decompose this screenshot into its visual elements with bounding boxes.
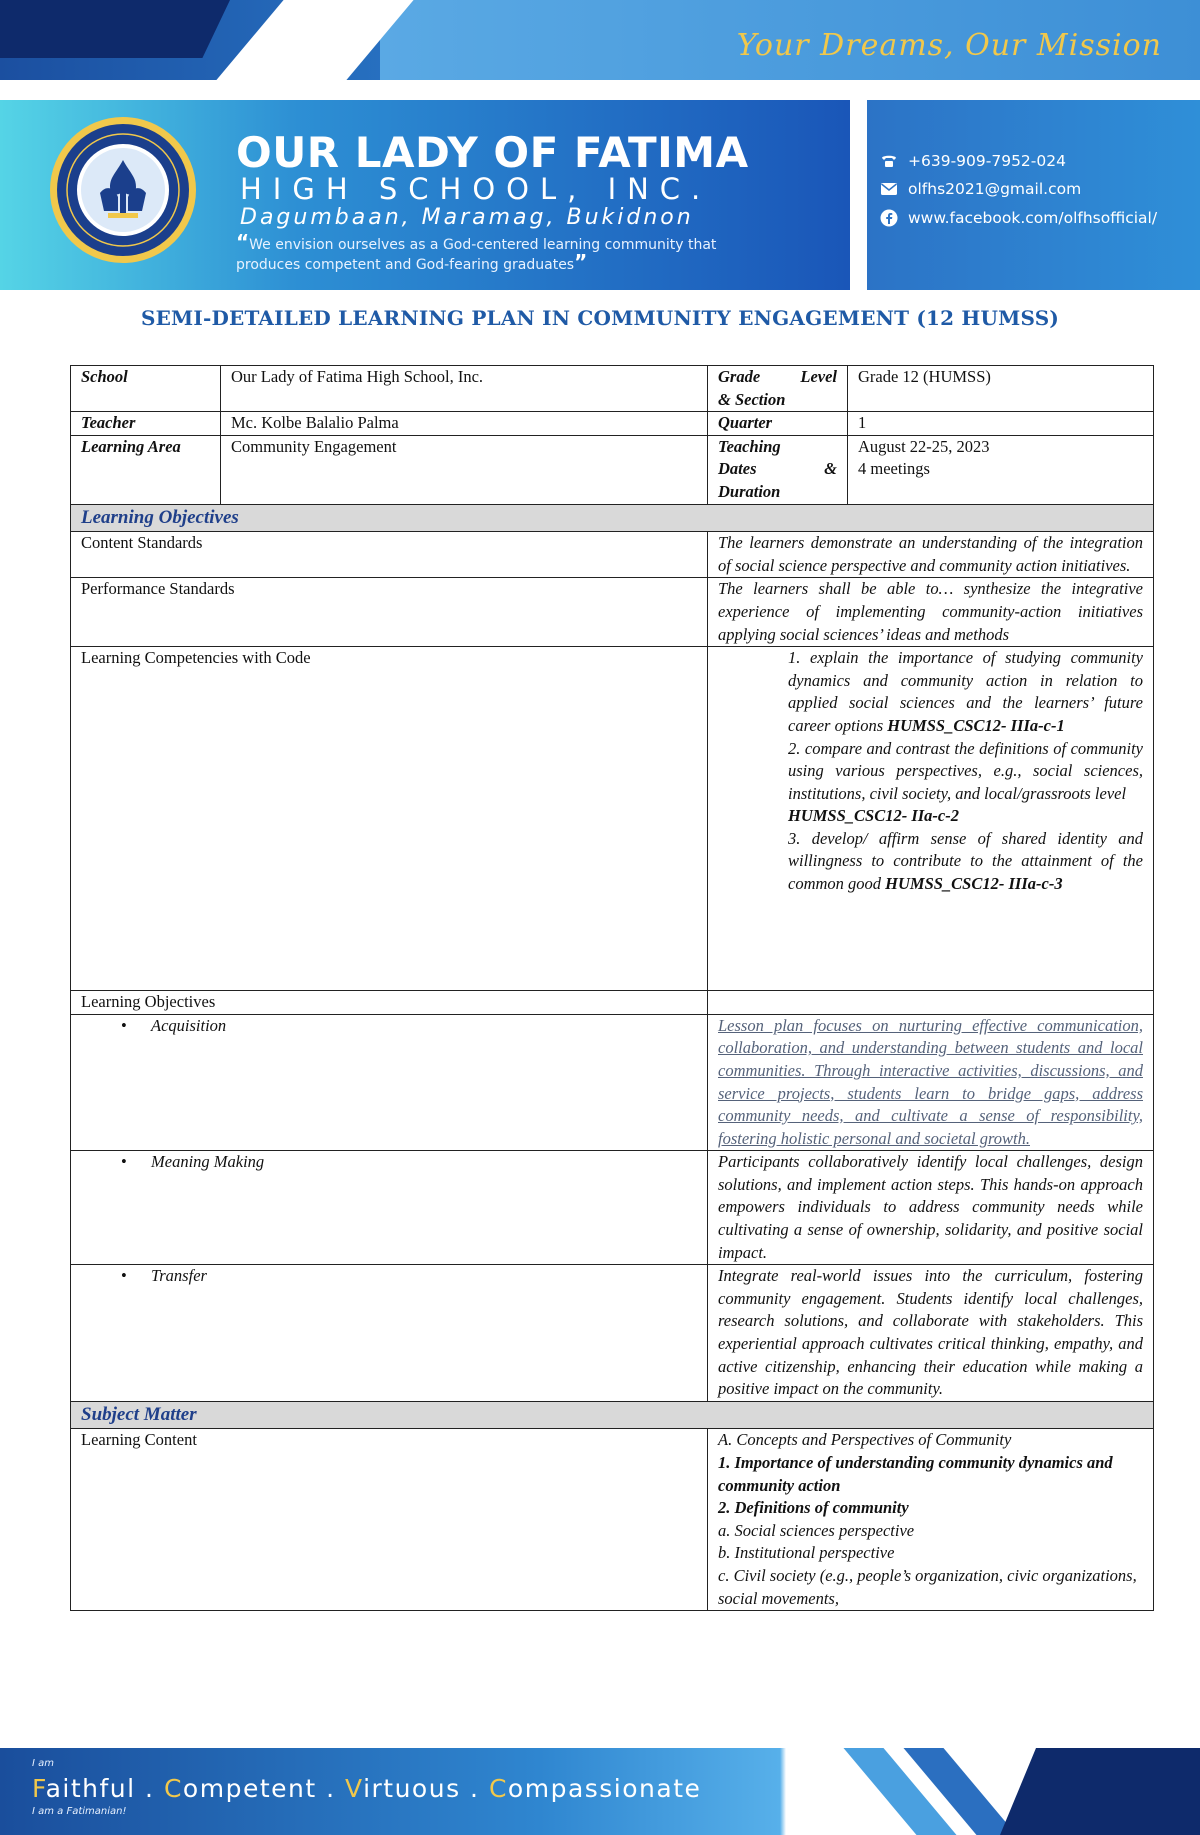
meaning-making-label: • Meaning Making — [71, 1151, 708, 1265]
school-value: Our Lady of Fatima High School, Inc. — [221, 366, 708, 412]
quarter-value: 1 — [848, 412, 1154, 436]
acquisition-label: • Acquisition — [71, 1014, 708, 1151]
school-label: School — [71, 366, 221, 412]
competency-item: 3. develop/ affirm sense of shared identity and willingness to contribute to the attainment of the common good HUMSS_CSC12- IIIa-c-3 — [788, 828, 1143, 894]
teaching-dates-label: Teaching Dates & Duration — [708, 435, 848, 504]
table-row — [71, 412, 1154, 436]
footer-virtues: Faithful . Competent . Virtuous . Compassionate — [32, 1774, 702, 1803]
teacher-value: Mc. Kolbe Balalio Palma — [221, 412, 708, 436]
table-row — [71, 578, 1154, 647]
top-banner-strip — [0, 0, 1200, 80]
contact-email[interactable]: olfhs2021@gmail.com — [880, 180, 1081, 198]
learning-objectives-value — [708, 991, 1154, 1015]
learning-content-value: A. Concepts and Perspectives of Community 1. Importance of understanding community dynamics and community action 2. Definitions of community a. Social sciences perspective b. Institutional perspective c. Civil society (e.g., people’s organization, civic organizations, social movements, — [708, 1429, 1154, 1611]
transfer-value: Integrate real-world issues into the curriculum, fostering community engagement. Students identify local challenges, research solutions, and collaborate with stakeholders. This experiential approach cultivates critical thinking, empathy, and active citizenship, enhancing their education while making a positive impact on the community. — [708, 1265, 1154, 1402]
competencies-label: Learning Competencies with Code — [71, 647, 708, 991]
learning-content-label: Learning Content — [71, 1429, 708, 1611]
learning-area-value: Community Engagement — [221, 435, 708, 504]
content-standards-value: The learners demonstrate an understanding of the integration of social science perspective and community action initiatives. — [708, 532, 1154, 578]
table-row — [71, 1014, 1154, 1151]
school-motto: Your Dreams, Our Mission — [736, 28, 1162, 63]
footer-i-am: I am — [32, 1758, 54, 1769]
contact-phone: +639-909-7952-024 — [880, 152, 1066, 170]
acquisition-value: Lesson plan focuses on nurturing effective communication, collaboration, and understanding between students and local communities. Through interactive activities, discussions, and service projects, students learn to bridge gaps, address community needs, and cultivate a sense of responsibility, fostering holistic personal and societal growth. — [708, 1014, 1154, 1151]
table-row — [71, 1265, 1154, 1402]
performance-standards-value: The learners shall be able to… synthesize the integrative experience of implementing community-action initiatives applying social sciences’ ideas and methods — [708, 578, 1154, 647]
close-quote-icon: ” — [574, 250, 588, 274]
footer-navy-block — [1000, 1748, 1200, 1835]
table-row — [71, 991, 1154, 1015]
quarter-label: Quarter — [708, 412, 848, 436]
school-seal-logo — [48, 115, 198, 265]
competency-item: 2. compare and contrast the definitions of community using various perspectives, e.g., social sciences, institutions, civil society, and local/grassroots level HUMSS_CSC12- IIa-c-2 — [788, 738, 1143, 826]
school-name-sub: HIGH SCHOOL, INC. — [240, 172, 712, 206]
subject-matter-header: Subject Matter — [71, 1401, 1154, 1429]
school-address: Dagumbaan, Maramag, Bukidnon — [240, 205, 694, 230]
facebook-icon — [880, 209, 898, 227]
table-row — [71, 647, 1154, 991]
learning-area-label: Learning Area — [71, 435, 221, 504]
learning-objectives-label: Learning Objectives — [71, 991, 708, 1015]
grade-section-label: Grade Level & Section — [708, 366, 848, 412]
competencies-value — [708, 647, 1154, 991]
table-row — [71, 1151, 1154, 1265]
learning-plan-table — [70, 365, 1154, 1611]
transfer-label: • Transfer — [71, 1265, 708, 1402]
table-row — [71, 435, 1154, 504]
banner-navy-block — [0, 0, 230, 58]
meaning-making-value: Participants collaboratively identify local challenges, design solutions, and implement action steps. This hands-on approach empowers individuals to address community needs while cultivating a sense of ownership, solidarity, and positive social impact. — [708, 1151, 1154, 1265]
table-row — [71, 366, 1154, 412]
open-quote-icon: “ — [236, 230, 250, 254]
school-name: OUR LADY OF FATIMA — [236, 128, 749, 177]
content-standards-label: Content Standards — [71, 532, 708, 578]
footer-tagline: I am a Fatimanian! — [32, 1806, 127, 1817]
learning-objectives-header: Learning Objectives — [71, 504, 1154, 532]
grade-section-value: Grade 12 (HUMSS) — [848, 366, 1154, 412]
teacher-label: Teacher — [71, 412, 221, 436]
phone-icon — [880, 152, 898, 170]
teaching-dates-value: August 22-25, 2023 4 meetings — [848, 435, 1154, 504]
competency-item: 1. explain the importance of studying community dynamics and community action in relation to applied social sciences and the learners’ future career options HUMSS_CSC12- IIIa-c-1 — [788, 648, 1143, 735]
footer-banner — [0, 1748, 1200, 1835]
contact-facebook[interactable]: www.facebook.com/olfhsofficial/ — [880, 209, 1157, 227]
table-row — [71, 1429, 1154, 1611]
performance-standards-label: Performance Standards — [71, 578, 708, 647]
table-row — [71, 532, 1154, 578]
document-title: SEMI-DETAILED LEARNING PLAN IN COMMUNITY ENGAGEMENT (12 HUMSS) — [140, 306, 1060, 330]
school-vision: “We envision ourselves as a God-centered learning community that produces competent and God-fearing graduates” — [236, 230, 717, 274]
mail-icon — [880, 180, 898, 198]
